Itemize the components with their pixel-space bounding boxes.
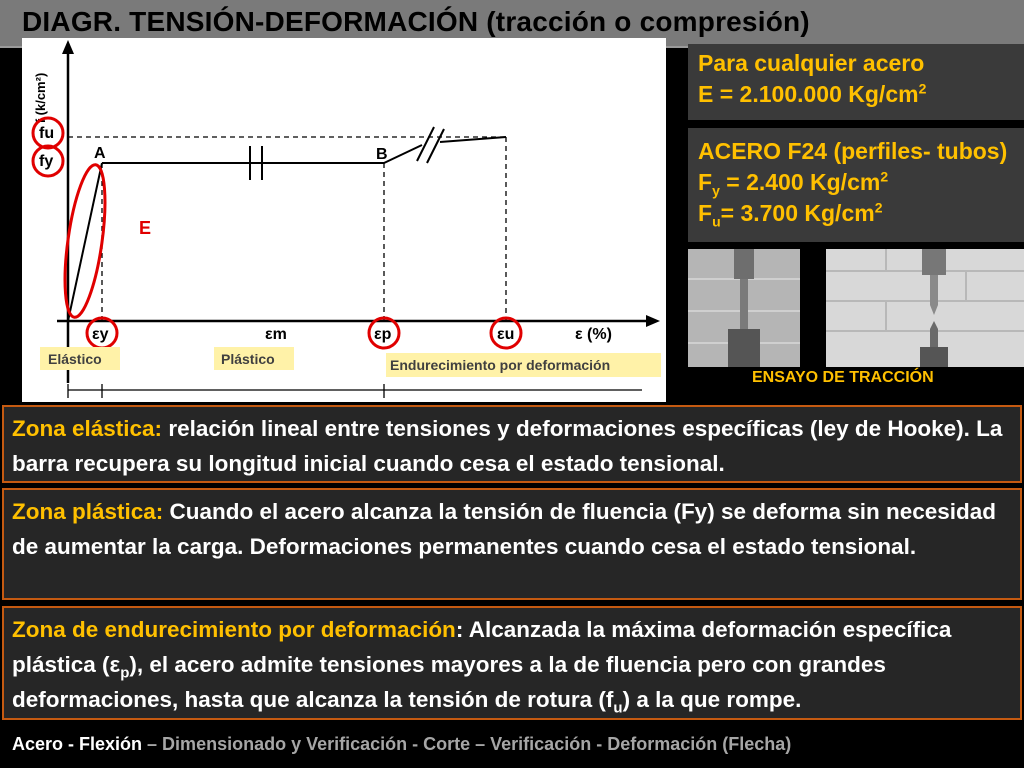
zone-label-hardening: Endurecimiento por deformación — [390, 357, 611, 373]
footer-topics-rest: – Dimensionado y Verificación - Corte – Verificación - Deformación (Flecha) — [142, 734, 792, 754]
x-axis-label: ε (%) — [575, 326, 612, 343]
general-info-line2: E = 2.100.000 $Kg/cm^2$ — [698, 80, 927, 107]
modulus-label: E — [139, 218, 152, 238]
tensile-test-photo-1 — [688, 249, 800, 367]
f24-steel-info — [688, 128, 1024, 242]
hardening-zone-text-1: : Alcanzada la máxima deformación específica plástica (ε — [12, 617, 952, 677]
footer — [0, 728, 1024, 768]
zone-label-plastic: Plástico — [221, 351, 275, 367]
f24-info-line1: ACERO F24 (perfiles- tubos) — [698, 138, 1008, 164]
ey-label: εy — [92, 326, 109, 343]
ep-label: εp — [374, 326, 392, 343]
fy-label: fy — [39, 153, 54, 170]
plastic-zone-text: Cuando el acero alcanza la tensión de fluencia (Fy) se deforma sin necesidad de aumentar la carga. Deformaciones permanentes cuando cesa el estado tensional. — [12, 499, 997, 559]
general-steel-info — [688, 44, 1024, 120]
zone-label-elastic: Elástico — [48, 351, 102, 367]
f24-fy-line: $F_y = 2.400$ $Kg/cm^2$ — [698, 168, 889, 199]
plastic-zone-box — [2, 488, 1022, 600]
elastic-zone-box — [2, 405, 1022, 483]
y-axis-label: f (k/cm²) — [33, 72, 48, 124]
elastic-zone-text: relación lineal entre tensiones y deformaciones específicas (ley de Hooke). La barra recupera su longitud inicial cuando cesa el estado tensional. — [12, 416, 1003, 476]
x-axis-arrow — [646, 315, 660, 327]
plastic-zone-title: Zona plástica: — [12, 499, 164, 524]
hardening-curve-2 — [440, 137, 506, 142]
footer-topic-steel: Acero - — [12, 734, 80, 754]
elastic-zone-title: Zona elástica: — [12, 416, 163, 441]
point-a-label: A — [94, 145, 106, 162]
page-title: DIAGR. TENSIÓN-DEFORMACIÓN (tracción o compresión) — [22, 6, 810, 37]
fu-label: fu — [39, 125, 55, 142]
tensile-test-photo-2 — [826, 249, 1024, 367]
eu-label: εu — [497, 326, 515, 343]
hardening-zone-title: Zona de endurecimiento por deformación — [12, 617, 456, 642]
f24-fu-line: $F_u= 3.700$ $Kg/cm^2$ — [698, 199, 883, 230]
stress-strain-diagram — [22, 38, 666, 402]
elastic-line — [68, 163, 102, 321]
photo-caption: ENSAYO DE TRACCIÓN — [752, 369, 934, 386]
footer-topic-flexion: Flexión — [79, 734, 143, 754]
hardening-zone-text-3: ) a la que rompe. — [622, 687, 802, 712]
hardening-zone-text-2: ), el acero admite tensiones mayores a la de fluencia pero con grandes deformaciones, hasta que alcanza la tensión de rotura (f — [12, 652, 886, 712]
hardening-zone-box: Zona de endurecimiento por deformación: Alcanzada la máxima deformación específica plástica $(\varepsilon_p)$, el acero admite tensiones mayores a la de fluencia pero con grandes deformaciones, hasta que alcanza la tensión de rotura $(f_u)$ a la que rompe. — [2, 606, 1022, 720]
general-info-line1: Para cualquier acero — [698, 50, 925, 76]
em-label: εm — [265, 326, 287, 343]
point-b-label: B — [376, 146, 388, 163]
y-axis-arrow — [62, 40, 74, 54]
